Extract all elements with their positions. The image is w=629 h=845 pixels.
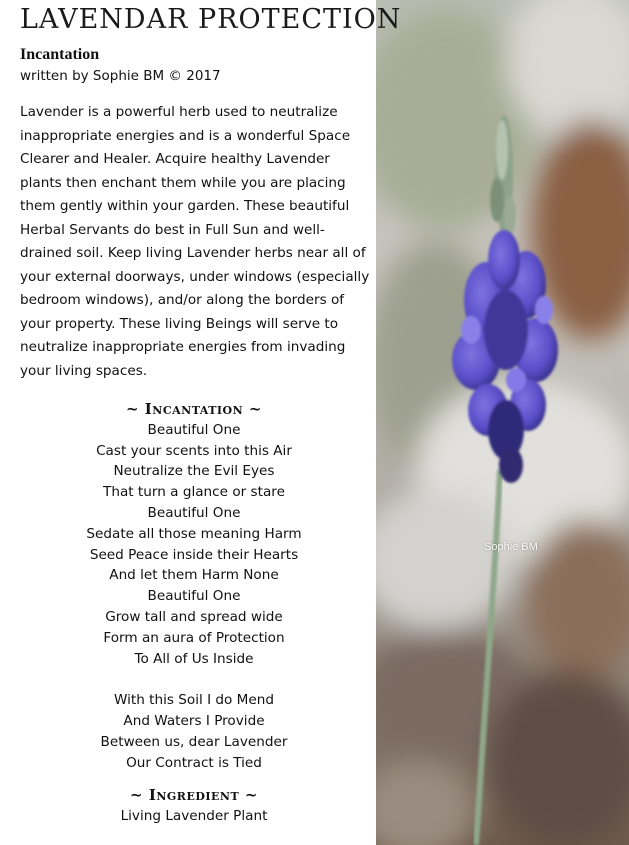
poem-line: Beautiful One	[147, 421, 241, 438]
poem-line: That turn a glance or stare	[103, 484, 285, 501]
subtitle: Incantation	[20, 46, 100, 63]
poem-line: Sedate all those meaning Harm	[86, 525, 302, 542]
poem-line: And Waters I Provide	[123, 712, 265, 729]
poem-line: To All of Us Inside	[134, 650, 254, 667]
poem-line: Grow tall and spread wide	[105, 608, 283, 625]
poem-line: With this Soil I do Mend	[113, 692, 275, 709]
poem-line: Neutralize the Evil Eyes	[113, 463, 275, 480]
poem-line: Form an aura of Protection	[103, 629, 285, 646]
photo-watermark: Sophie BM	[484, 541, 538, 553]
ingredient-heading: ~ Ingredient ~	[130, 786, 258, 805]
incantation-heading: ~ Incantation ~	[126, 400, 262, 418]
poem-line: Our Contract is Tied	[126, 754, 262, 771]
incantation-block	[20, 399, 368, 827]
poem-line: Between us, dear Lavender	[100, 733, 288, 750]
stanza-gap	[20, 669, 368, 690]
poem-line: Beautiful One	[147, 588, 241, 605]
lavender-photo	[376, 0, 629, 845]
page-title: LAVENDAR PROTECTION	[20, 4, 402, 35]
ingredient-item: Living Lavender Plant	[120, 808, 268, 825]
intro-paragraph: Lavender is a powerful herb used to neutralize inappropriate energies and is a wonderful Space Clearer and Healer. Acquire healthy Lavender plants then enchant them while you are placing them gently within your garden. These beautiful Herbal Servants do best in Full Sun and well-drained soil. Keep living Lavender herbs near all of your external doorways, under windows (especially bedroom windows), and/or along the borders of your property. These living Beings will serve to neutralize inappropriate energies from invading your living spaces.	[20, 104, 370, 379]
poem-line: And let them Harm None	[109, 567, 279, 584]
poem-line: Seed Peace inside their Hearts	[89, 546, 299, 563]
author-byline: written by Sophie BM © 2017	[20, 68, 221, 84]
poem-line: Cast your scents into this Air	[96, 442, 292, 459]
poem-line: Beautiful One	[147, 504, 241, 521]
